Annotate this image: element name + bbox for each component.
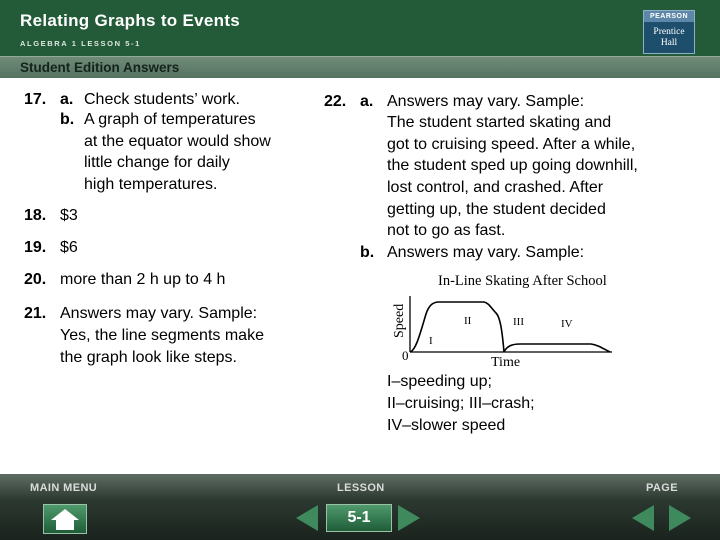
lesson-subtitle: ALGEBRA 1 LESSON 5-1 [20,39,141,48]
graph-label-i: I [429,335,433,347]
q22-b-label: b. [360,244,375,261]
q22-a-line: got to cruising speed. After a while, [387,136,636,153]
q19-number: 19. [24,239,47,256]
q19-text: $6 [60,239,78,256]
q21-line: Yes, the line segments make [60,327,264,344]
q22-b-text: Answers may vary. Sample: [387,244,585,261]
q17-b-line: A graph of temperatures [84,111,256,128]
logo-line-1: Prentice [653,27,685,37]
lesson-number-button[interactable] [326,504,392,532]
triangle-left-icon [632,505,654,531]
lesson-next-button[interactable] [398,504,422,532]
lesson-number: 5-1 [347,509,371,526]
graph-label-iv: IV [561,318,573,330]
graph-legend-line: IV–slower speed [387,417,506,434]
main-menu-button[interactable] [43,504,87,534]
q17-number: 17. [24,91,47,108]
logo-line-2: Hall [660,38,678,48]
home-icon [43,504,87,534]
pearson-logo [643,10,695,54]
q22-a-line: Answers may vary. Sample: [387,93,585,110]
graph-label-ii: II [464,315,472,327]
q18-number: 18. [24,207,47,224]
main-menu-label: MAIN MENU [30,482,98,494]
logo-brand: PEARSON [644,11,694,22]
graph-x-label: Time [491,355,521,370]
q17-a-label: a. [60,91,74,108]
graph-origin: 0 [402,348,409,363]
q17-b-line: high temperatures. [84,176,218,193]
section-label: Student Edition Answers [20,60,180,75]
lesson-prev-button[interactable] [296,504,320,532]
graph-legend-line: II–cruising; III–crash; [387,395,535,412]
footer-nav [0,474,720,540]
page-next-button[interactable] [669,504,693,532]
q21-line: Answers may vary. Sample: [60,305,258,322]
q21-number: 21. [24,305,47,322]
graph-curve [410,302,504,352]
q22-a-line: The student started skating and [387,114,612,131]
q22-a-line: the student sped up going downhill, [387,157,638,174]
q17-b-line: little change for daily [84,154,230,171]
lesson-label: LESSON [337,482,385,494]
q22-a-line: lost control, and crashed. After [387,179,604,196]
triangle-right-icon [669,505,691,531]
q17-b-label: b. [60,111,75,128]
graph-legend-line: I–speeding up; [387,373,492,390]
q22-a-label: a. [360,93,374,110]
q18-text: $3 [60,207,78,224]
q20-text: more than 2 h up to 4 h [60,271,226,288]
graph-label-iii: III [513,316,524,328]
page-label: PAGE [646,482,678,494]
q22-a-line: not to go as fast. [387,222,506,239]
logo-imprint [644,27,694,49]
q22-a-line: getting up, the student decided [387,201,606,218]
q17-a-text: Check students’ work. [84,91,240,108]
graph-y-label: Speed [392,303,407,338]
q17-b-line: at the equator would show [84,133,271,150]
graph-title: In-Line Skating After School [438,273,607,289]
page-title: Relating Graphs to Events [20,11,241,30]
skating-graph [386,268,648,372]
triangle-left-icon [296,505,318,531]
q20-number: 20. [24,271,47,288]
graph-curve [504,344,610,352]
q21-line: the graph look like steps. [60,349,237,366]
q22-number: 22. [324,93,347,110]
page-prev-button[interactable] [632,504,656,532]
section-band [0,56,720,78]
triangle-right-icon [398,505,420,531]
